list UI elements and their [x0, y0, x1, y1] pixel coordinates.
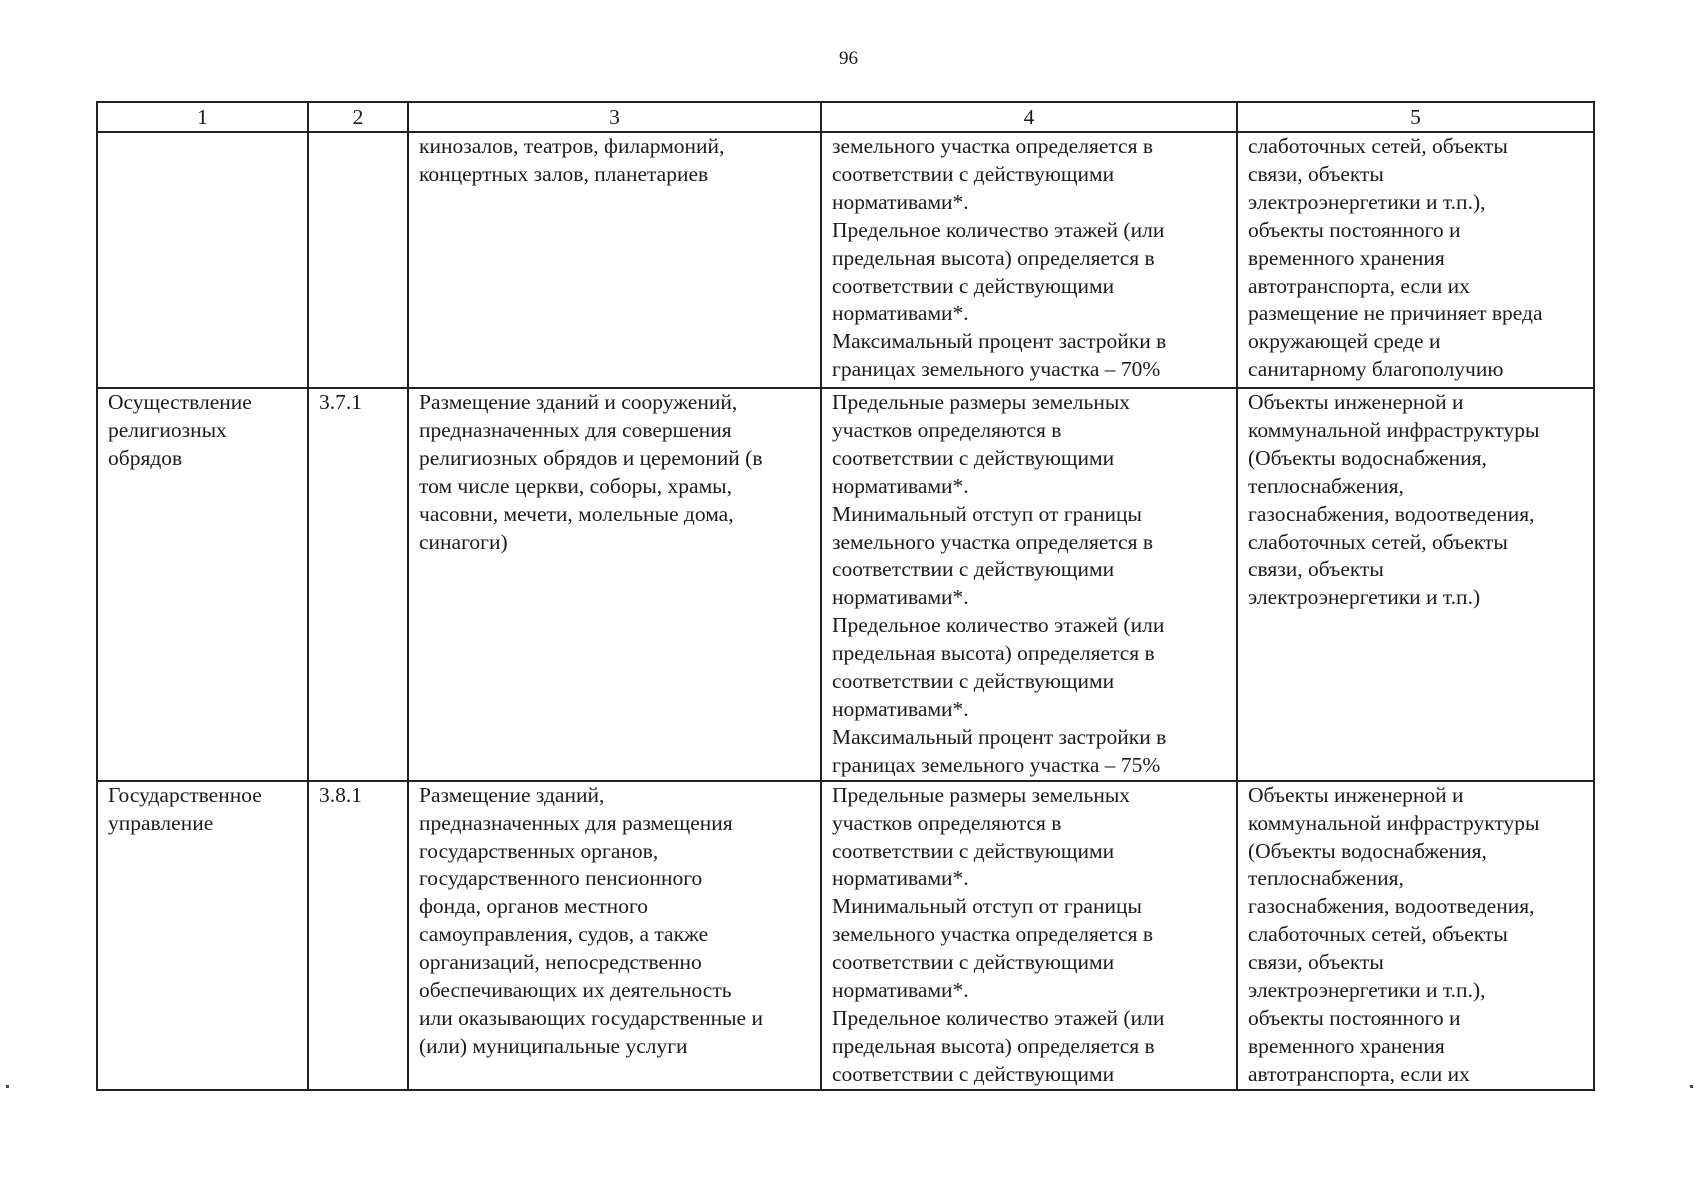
table-row: [97, 132, 1594, 388]
auxiliary-text: Объекты инженерной и коммунальной инфраструктуры (Объекты водоснабжения, теплоснабжения, газоснабжения, водоотведения, слаботочных сетей, объекты связи, объекты электроэнергетики и т.п.): [1248, 390, 1540, 610]
header-col-5: 5: [1237, 102, 1594, 132]
parameters-text: Предельные размеры земельных участков определяются в соответствии с действующими нормативами*. Минимальный отступ от границы земельного участка определяется в соответствии с действующими нормативами*. Предельное количество этажей (или предельная высота) определяется в соответствии с действующими нормативами*. Максимальный процент застройки в границах земельного участка – 75%: [832, 390, 1167, 777]
description-cell: [408, 388, 821, 781]
land-use-table: [96, 101, 1595, 1091]
scan-edge-mark-right: [1690, 1085, 1693, 1088]
page-number: 96: [839, 48, 858, 69]
header-col-3: 3: [408, 102, 821, 132]
use-name-cell: [97, 781, 308, 1090]
parameters-text: Предельные размеры земельных участков определяются в соответствии с действующими нормативами*. Минимальный отступ от границы земельного участка определяется в соответствии с действующими нормативами*. Предельное количество этажей (или предельная высота) определяется в соответствии с действующими: [832, 782, 1165, 1086]
use-code-text: 3.8.1: [319, 782, 362, 807]
parameters-text: земельного участка определяется в соответствии с действующими нормативами*. Предельное количество этажей (или предельная высота) определяется в соответствии с действующими нормативами*. Максимальный процент застройки в границах земельного участка – 70%: [832, 134, 1167, 382]
parameters-cell: [821, 781, 1237, 1090]
parameters-cell: [821, 388, 1237, 781]
table-row: [97, 781, 1594, 1090]
use-name-text: Осуществление религиозных обрядов: [108, 390, 252, 470]
description-cell: [408, 132, 821, 388]
auxiliary-cell: [1237, 781, 1594, 1090]
use-code-text: 3.7.1: [319, 390, 362, 414]
use-name-text: Государственное управление: [108, 782, 262, 835]
description-text: Размещение зданий, предназначенных для размещения государственных органов, государственного пенсионного фонда, органов местного самоуправления, судов, а также организаций, непосредственно обеспечивающих их деятельность или оказывающих государственные и (или) муниципальные услуги: [419, 782, 763, 1058]
header-col-4: 4: [821, 102, 1237, 132]
use-name-cell: [97, 132, 308, 388]
parameters-cell: [821, 132, 1237, 388]
description-text: кинозалов, театров, филармоний, концертных залов, планетариев: [419, 134, 725, 186]
description-text: Размещение зданий и сооружений, предназначенных для совершения религиозных обрядов и церемоний (в том числе церкви, соборы, храмы, часовни, мечети, молельные дома, синагоги): [419, 390, 763, 554]
auxiliary-text: слаботочных сетей, объекты связи, объекты электроэнергетики и т.п.), объекты постоянного и временного хранения автотранспорта, если их размещение не причиняет вреда окружающей среде и санитарному благополучию: [1248, 134, 1543, 382]
header-row: [97, 102, 1594, 132]
auxiliary-cell: [1237, 132, 1594, 388]
use-name-cell: [97, 388, 308, 781]
auxiliary-cell: [1237, 388, 1594, 781]
use-code-cell: [308, 388, 408, 781]
header-col-2: 2: [308, 102, 408, 132]
scan-edge-mark-left: [6, 1085, 9, 1088]
header-col-1: 1: [97, 102, 308, 132]
use-code-cell: [308, 781, 408, 1090]
description-cell: [408, 781, 821, 1090]
auxiliary-text: Объекты инженерной и коммунальной инфраструктуры (Объекты водоснабжения, теплоснабжения, газоснабжения, водоотведения, слаботочных сетей, объекты связи, объекты электроэнергетики и т.п.), объекты постоянного и временного хранения автотранспорта, если их: [1248, 782, 1540, 1086]
use-code-cell: [308, 132, 408, 388]
table-row: [97, 388, 1594, 781]
